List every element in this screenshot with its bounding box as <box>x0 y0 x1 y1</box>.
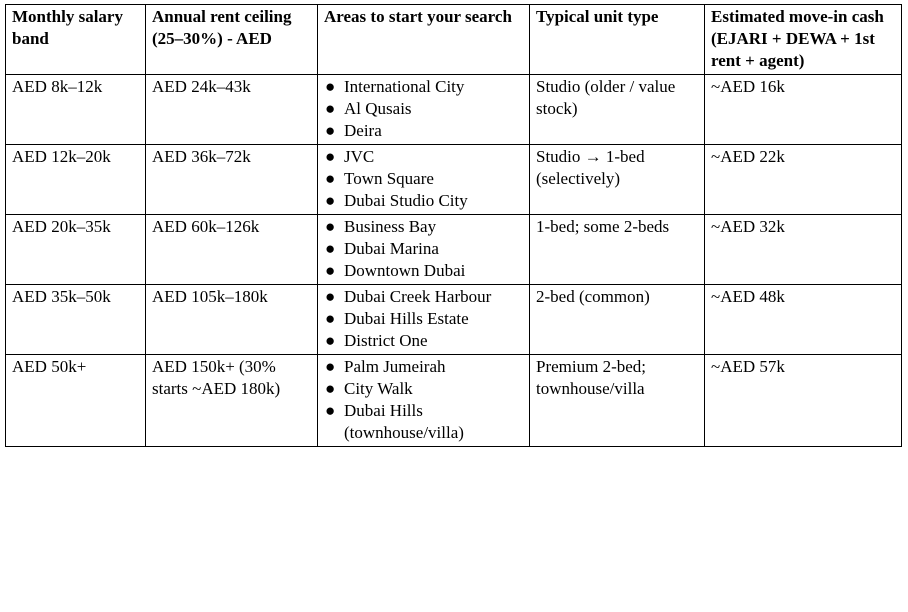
area-name: Dubai Hills Estate <box>344 309 469 328</box>
salary-band-cell: AED 12k–20k <box>6 145 146 215</box>
bullet-icon: ● <box>325 77 336 96</box>
salary-band-cell: AED 8k–12k <box>6 75 146 145</box>
bullet-icon: ● <box>325 357 336 376</box>
bullet-icon: ● <box>325 121 336 140</box>
bullet-icon: ● <box>325 217 336 236</box>
unit-type-cell: 1-bed; some 2-beds <box>530 215 705 285</box>
area-name: Palm Jumeirah <box>344 357 446 376</box>
areas-cell <box>318 355 530 447</box>
move-in-cash-cell: ~AED 32k <box>705 215 902 285</box>
area-item <box>324 98 523 120</box>
header-unit-type: Typical unit type <box>530 5 705 75</box>
bullet-icon: ● <box>325 99 336 118</box>
area-name: Dubai Creek Harbour <box>344 287 492 306</box>
move-in-cash-cell: ~AED 16k <box>705 75 902 145</box>
bullet-icon: ● <box>325 239 336 258</box>
area-item <box>324 356 523 378</box>
area-name: Town Square <box>344 169 434 188</box>
area-name: JVC <box>344 147 375 166</box>
areas-cell <box>318 75 530 145</box>
area-item <box>324 330 523 352</box>
area-item <box>324 216 523 238</box>
salary-band-cell: AED 50k+ <box>6 355 146 447</box>
area-name: Al Qusais <box>344 99 412 118</box>
area-item <box>324 260 523 282</box>
area-name: Dubai Marina <box>344 239 439 258</box>
areas-cell <box>318 145 530 215</box>
areas-list <box>324 356 523 444</box>
area-item <box>324 308 523 330</box>
areas-list <box>324 76 523 142</box>
rent-ceiling-cell: AED 24k–43k <box>146 75 318 145</box>
salary-band-cell: AED 20k–35k <box>6 215 146 285</box>
rent-guide-table <box>5 4 902 447</box>
move-in-cash-cell: ~AED 48k <box>705 285 902 355</box>
area-item <box>324 400 523 444</box>
areas-list <box>324 216 523 282</box>
table-body <box>6 75 902 447</box>
bullet-icon: ● <box>325 331 336 350</box>
header-areas: Areas to start your search <box>318 5 530 75</box>
area-item <box>324 168 523 190</box>
area-name: District One <box>344 331 428 350</box>
bullet-icon: ● <box>325 379 336 398</box>
areas-cell <box>318 215 530 285</box>
move-in-cash-cell: ~AED 22k <box>705 145 902 215</box>
area-name: International City <box>344 77 465 96</box>
areas-cell <box>318 285 530 355</box>
unit-type-cell: 2-bed (common) <box>530 285 705 355</box>
bullet-icon: ● <box>325 169 336 188</box>
area-name: Dubai Hills (townhouse/villa) <box>344 401 464 442</box>
area-item <box>324 286 523 308</box>
area-name: Business Bay <box>344 217 437 236</box>
rent-ceiling-cell: AED 60k–126k <box>146 215 318 285</box>
rent-ceiling-cell: AED 150k+ (30% starts ~AED 180k) <box>146 355 318 447</box>
area-item <box>324 120 523 142</box>
bullet-icon: ● <box>325 287 336 306</box>
area-item <box>324 238 523 260</box>
bullet-icon: ● <box>325 147 336 166</box>
table-row <box>6 355 902 447</box>
header-row <box>6 5 902 75</box>
bullet-icon: ● <box>325 191 336 210</box>
areas-list <box>324 146 523 212</box>
rent-ceiling-cell: AED 105k–180k <box>146 285 318 355</box>
table-row <box>6 75 902 145</box>
unit-type-cell: Studio (older / value stock) <box>530 75 705 145</box>
area-item <box>324 378 523 400</box>
move-in-cash-cell: ~AED 57k <box>705 355 902 447</box>
bullet-icon: ● <box>325 261 336 280</box>
table-row <box>6 145 902 215</box>
table-row <box>6 215 902 285</box>
header-rent-ceiling: Annual rent ceiling (25–30%) - AED <box>146 5 318 75</box>
area-name: Downtown Dubai <box>344 261 466 280</box>
area-name: Deira <box>344 121 382 140</box>
bullet-icon: ● <box>325 309 336 328</box>
unit-type-cell: Studio → 1-bed (selectively) <box>530 145 705 215</box>
area-item <box>324 190 523 212</box>
unit-type-cell: Premium 2-bed; townhouse/villa <box>530 355 705 447</box>
table-row <box>6 285 902 355</box>
document-page <box>5 4 902 447</box>
header-salary-band: Monthly salary band <box>6 5 146 75</box>
salary-band-cell: AED 35k–50k <box>6 285 146 355</box>
area-name: City Walk <box>344 379 413 398</box>
area-item <box>324 146 523 168</box>
area-name: Dubai Studio City <box>344 191 468 210</box>
area-item <box>324 76 523 98</box>
areas-list <box>324 286 523 352</box>
table-header <box>6 5 902 75</box>
header-move-in-cash: Estimated move-in cash (EJARI + DEWA + 1st rent + agent) <box>705 5 902 75</box>
bullet-icon: ● <box>325 401 336 420</box>
rent-ceiling-cell: AED 36k–72k <box>146 145 318 215</box>
